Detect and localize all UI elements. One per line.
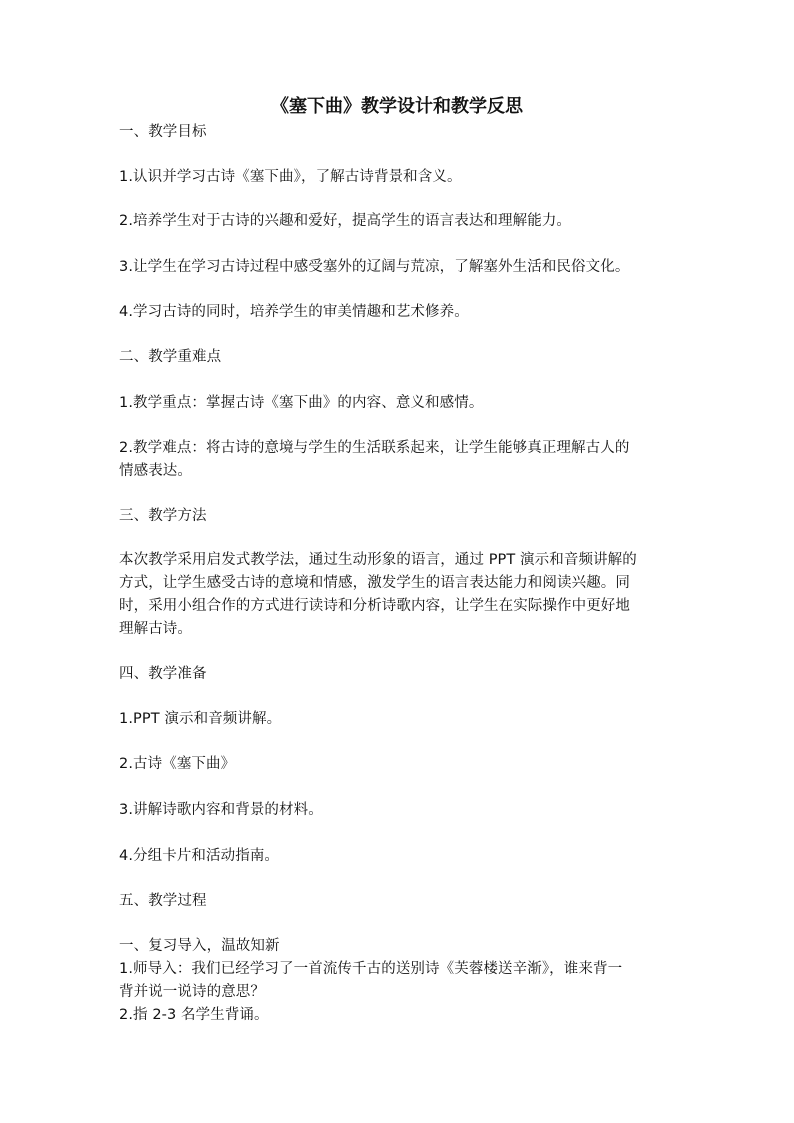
process-step-1-line-2: 背并说一说诗的意思？ xyxy=(119,984,265,1000)
preparation-item-2: 2.古诗《塞下曲》 xyxy=(119,756,236,772)
process-step-2: 2.指 2-3 名学生背诵。 xyxy=(119,1007,269,1023)
section-heading-process: 五、教学过程 xyxy=(119,893,207,909)
process-sub-heading: 一、复习导入，温故知新 xyxy=(119,938,280,954)
methods-line-2: 方式，让学生感受古诗的意境和情感，激发学生的语言表达能力和阅读兴趣。同 xyxy=(119,575,630,591)
section-heading-objectives: 一、教学目标 xyxy=(119,124,207,140)
key-point-item-2-line-1: 2.教学难点：将古诗的意境与学生的生活联系起来，让学生能够真正理解古人的 xyxy=(119,440,630,456)
objective-item-3: 3.让学生在学习古诗过程中感受塞外的辽阔与荒凉，了解塞外生活和民俗文化。 xyxy=(119,259,630,275)
process-step-1-line-1: 1.师导入：我们已经学习了一首流传千古的送别诗《芙蓉楼送辛渐》，谁来背一 xyxy=(119,961,623,977)
objective-item-4: 4.学习古诗的同时，培养学生的审美情趣和艺术修养。 xyxy=(119,304,469,320)
preparation-item-1: 1.PPT 演示和音频讲解。 xyxy=(119,711,282,727)
document-title: 《塞下曲》教学设计和教学反思 xyxy=(271,96,523,117)
objective-item-2: 2.培养学生对于古诗的兴趣和爱好，提高学生的语言表达和理解能力。 xyxy=(119,213,572,229)
preparation-item-4: 4.分组卡片和活动指南。 xyxy=(119,848,280,864)
key-point-item-2-line-2: 情感表达。 xyxy=(119,463,192,479)
objective-item-1: 1.认识并学习古诗《塞下曲》，了解古诗背景和含义。 xyxy=(119,169,462,185)
methods-line-1: 本次教学采用启发式教学法，通过生动形象的语言，通过 PPT 演示和音频讲解的 xyxy=(119,552,637,568)
key-point-item-2 xyxy=(119,437,679,483)
preparation-item-3: 3.讲解诗歌内容和背景的材料。 xyxy=(119,802,323,818)
section-heading-preparation: 四、教学准备 xyxy=(119,666,207,682)
methods-paragraph xyxy=(119,549,679,641)
process-step-1 xyxy=(119,958,679,1004)
key-point-item-1: 1.教学重点：掌握古诗《塞下曲》的内容、意义和感情。 xyxy=(119,395,484,411)
methods-line-4: 理解古诗。 xyxy=(119,621,192,637)
section-heading-methods: 三、教学方法 xyxy=(119,508,207,524)
section-heading-key-points: 二、教学重难点 xyxy=(119,349,222,365)
methods-line-3: 时，采用小组合作的方式进行读诗和分析诗歌内容，让学生在实际操作中更好地 xyxy=(119,598,630,614)
